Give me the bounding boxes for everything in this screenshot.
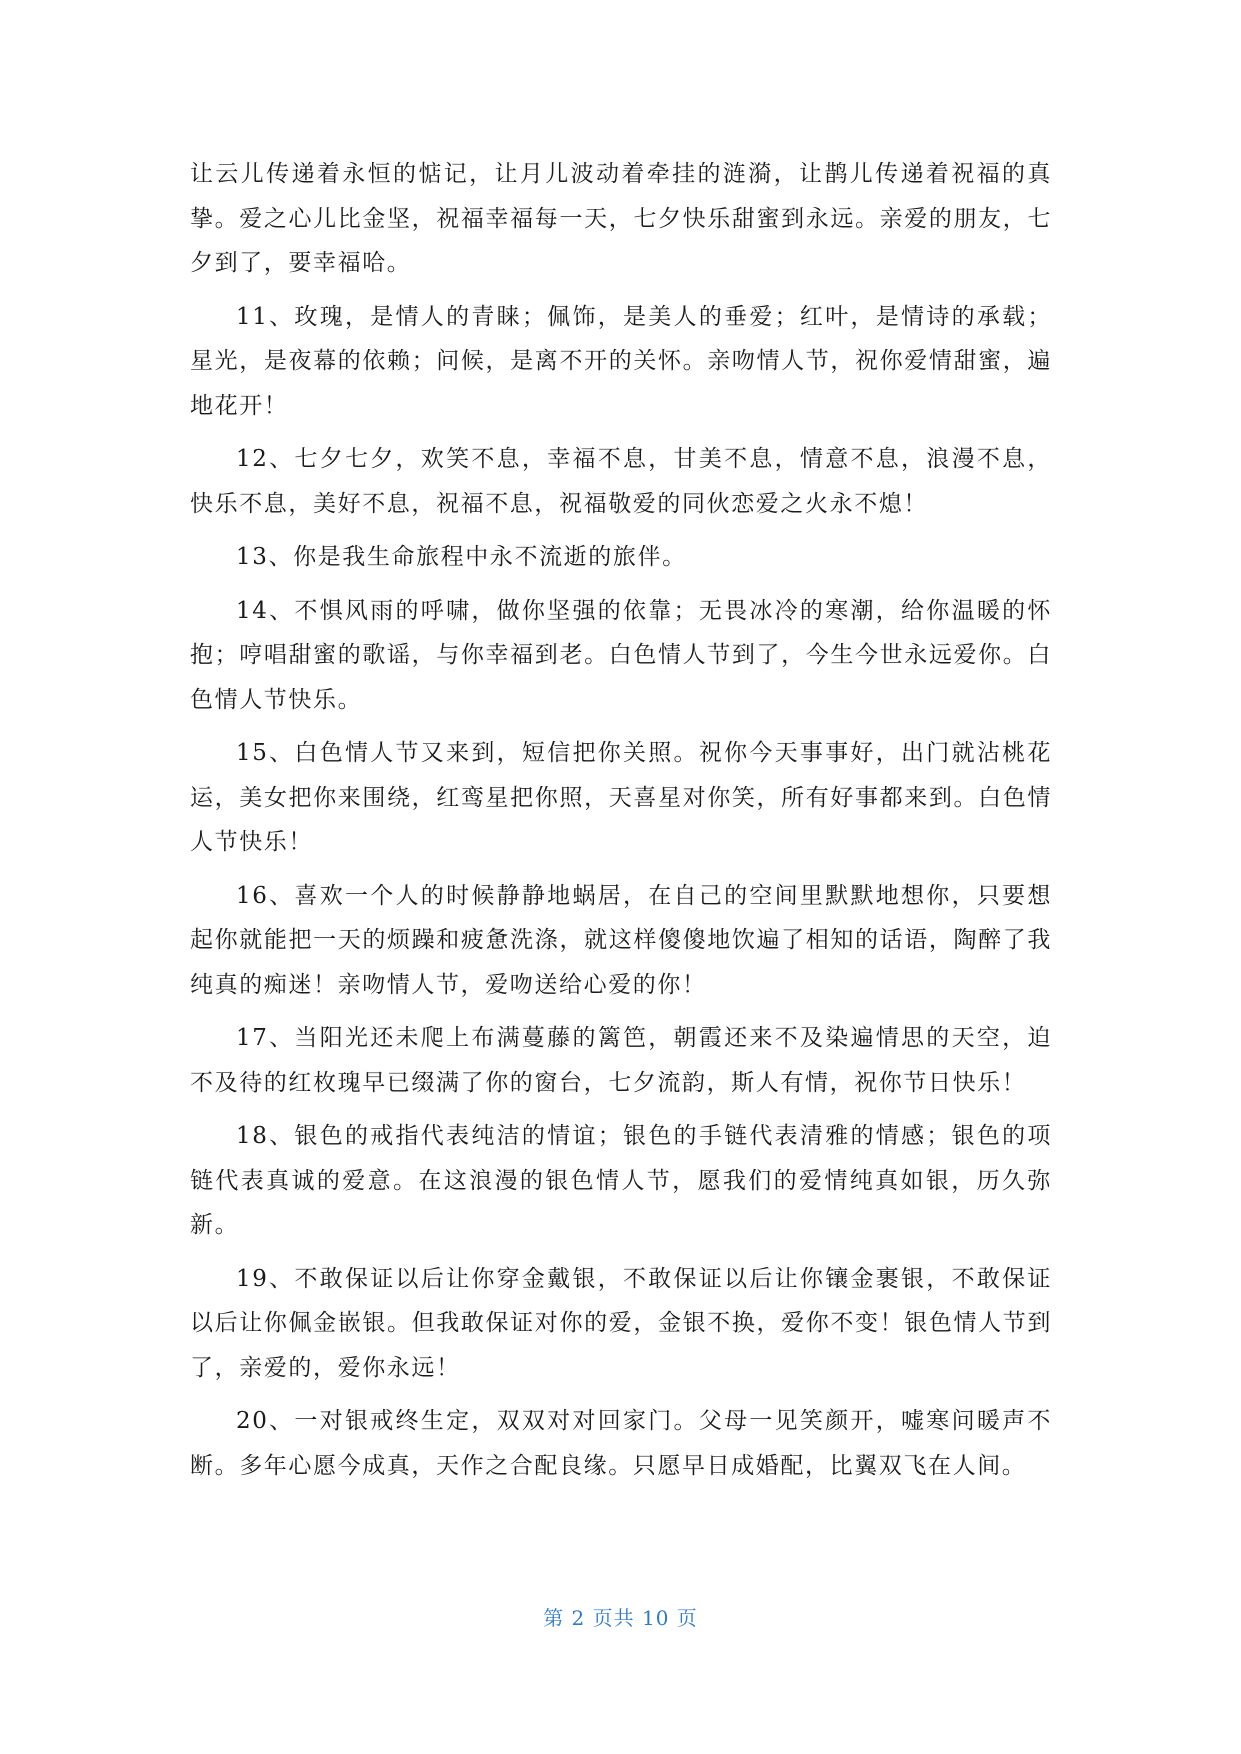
paragraph: 20、一对银戒终生定，双双对对回家门。父母一见笑颜开，嘘寒问暖声不断。多年心愿今成真，天作之合配良缘。只愿早日成婚配，比翼双飞在人间。 — [190, 1408, 1052, 1479]
page-number-footer: 第 2 页共 10 页 — [543, 1606, 698, 1630]
paragraph: 11、玫瑰，是情人的青睐；佩饰，是美人的垂爱；红叶，是情诗的承载；星光，是夜幕的依赖；问候，是离不开的关怀。亲吻情人节，祝你爱情甜蜜，遍地花开！ — [190, 303, 1052, 419]
paragraph: 18、银色的戒指代表纯洁的情谊；银色的手链代表清雅的情感；银色的项链代表真诚的爱意。在这浪漫的银色情人节，愿我们的爱情纯真如银，历久弥新。 — [190, 1123, 1052, 1238]
paragraph: 13、你是我生命旅程中永不流逝的旅伴。 — [236, 544, 687, 570]
paragraph: 19、不敢保证以后让你穿金戴银，不敢保证以后让你镶金裹银，不敢保证以后让你佩金嵌银。但我敢保证对你的爱，金银不换，爱你不变！银色情人节到了，亲爱的，爱你永远！ — [190, 1265, 1052, 1381]
paragraph: 17、当阳光还未爬上布满蔓藤的篱笆，朝霞还来不及染遍情思的天空，迫不及待的红枚瑰早已缀满了你的窗台，七夕流韵，斯人有情，祝你节日快乐！ — [190, 1025, 1052, 1096]
paragraph: 15、白色情人节又来到，短信把你关照。祝你今天事事好，出门就沾桃花运，美女把你来围绕，红鸾星把你照，天喜星对你笑，所有好事都来到。白色情人节快乐！ — [190, 740, 1052, 855]
paragraph: 12、七夕七夕，欢笑不息，幸福不息，甘美不息，情意不息，浪漫不息，快乐不息，美好不息，祝福不息，祝福敬爱的同伙恋爱之火永不熄！ — [190, 446, 1052, 517]
paragraph: 14、不惧风雨的呼啸，做你坚强的依靠；无畏冰冷的寒潮，给你温暖的怀抱；哼唱甜蜜的歌谣，与你幸福到老。白色情人节到了，今生今世永远爱你。白色情人节快乐。 — [190, 597, 1052, 713]
paragraph: 让云儿传递着永恒的惦记，让月儿波动着牵挂的涟漪，让鹊儿传递着祝福的真挚。爱之心儿比金坚，祝福幸福每一天，七夕快乐甜蜜到永远。亲爱的朋友，七夕到了，要幸福哈。 — [190, 161, 1052, 276]
paragraph: 16、喜欢一个人的时候静静地蜗居，在自己的空间里默默地想你，只要想起你就能把一天的烦躁和疲惫洗涤，就这样傻傻地饮遍了相知的话语，陶醉了我纯真的痴迷！亲吻情人节，爱吻送给心爱的你！ — [190, 882, 1052, 998]
document-body — [190, 152, 1052, 1497]
